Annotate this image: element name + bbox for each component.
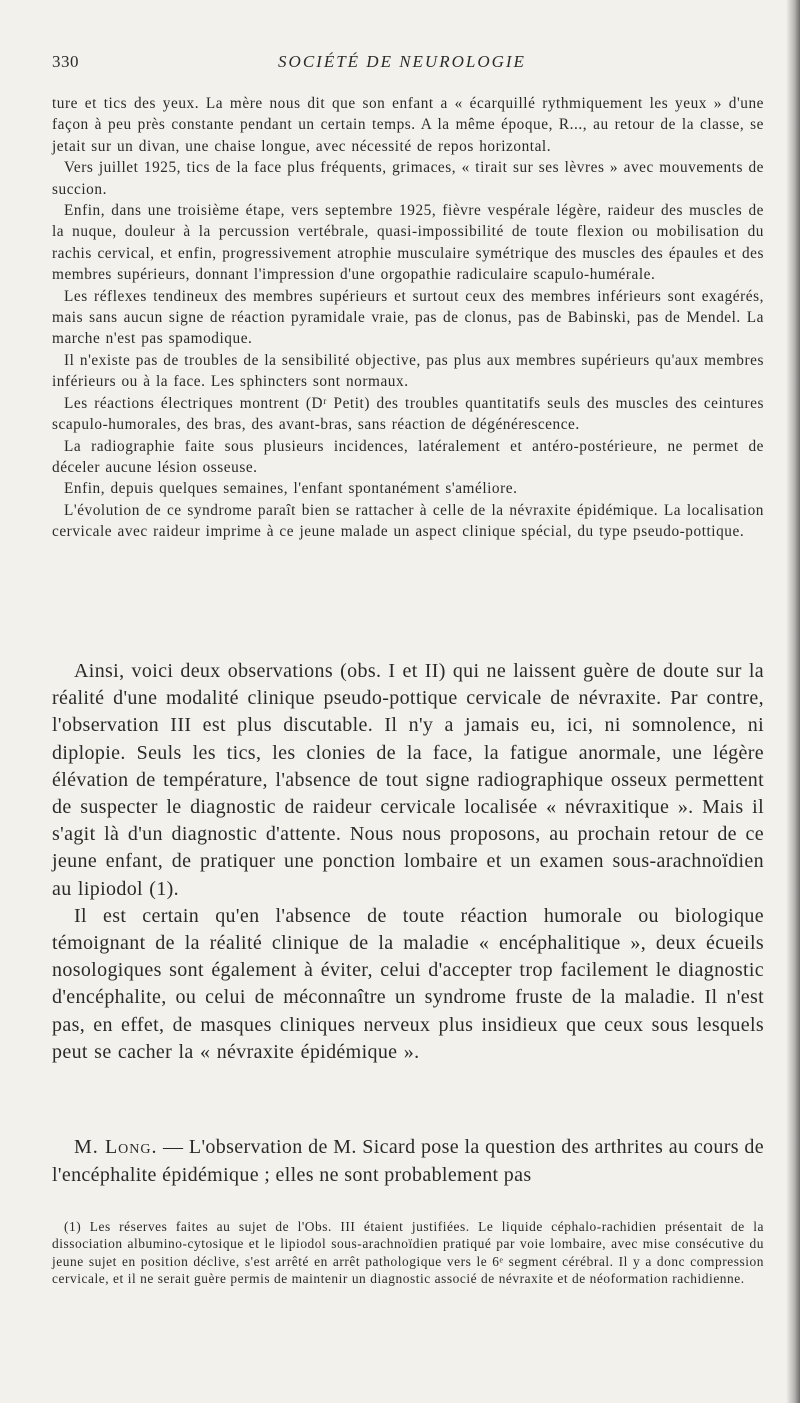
commentary-text [52, 658, 764, 1066]
running-head: SOCIÉTÉ DE NEUROLOGIE [278, 52, 526, 71]
discussion-text: — L'observation de M. Sicard pose la question des arthrites au cours de l'encéphalite épidémique ; elles ne sont probablement pas [52, 1136, 764, 1186]
paragraph: Enfin, depuis quelques semaines, l'enfant spontanément s'améliore. [64, 480, 518, 498]
paragraph: ture et tics des yeux. La mère nous dit que son enfant a « écarquillé rythmiquement les yeux » d'une façon à peu près constante pendant un certain temps. A la même époque, R..., au retour de la classe, se jetait sur un divan, une chaise longue, avec nécessité de repos horizontal. [52, 95, 764, 155]
speaker-name: M. Long. [74, 1136, 158, 1158]
page-header [52, 52, 752, 76]
discussion [52, 1133, 764, 1189]
discussion-paragraph [52, 1133, 764, 1189]
footnote [52, 1218, 764, 1288]
paragraph: Les réactions électriques montrent (Dʳ Petit) des troubles quantitatifs seuls des muscles des ceintures scapulo-humorales, des bras, des avant-bras, sans réaction de dégénérescence. [52, 394, 764, 434]
paragraph: La radiographie faite sous plusieurs incidences, latéralement et antéro-postérieure, ne permet de déceler aucune lésion osseuse. [52, 437, 764, 476]
page-number: 330 [52, 52, 79, 71]
paragraph: Enfin, dans une troisième étape, vers septembre 1925, fièvre vespérale légère, raideur des muscles de la nuque, douleur à la percussion vertébrale, quasi-impossibilité de toute flexion ou mobilisation du rachis cervical, et enfin, progressivement atrophie musculaire symétrique des muscles des épaules et des membres supérieurs, donnant l'impression d'une orgopathie radiculaire scapulo-humérale. [52, 202, 764, 284]
footnote-text: (1) Les réserves faites au sujet de l'Obs. III étaient justifiées. Le liquide céphalo-rachidien présentait de la dissociation albumino-cytosique et le lipiodol sous-arachnoïdien pratiqué par voie lombaire, avec mise consécutive du jeune sujet en position déclive, s'est arrêté en arrêt pathologique vers le 6ᵉ segment cérébral. Il y a donc compression cervicale, et il ne serait guère permis de maintenir un diagnostic associé de névraxite et de néoformation rachidienne. [52, 1219, 764, 1287]
page-edge-shadow [786, 0, 800, 1403]
paragraph: Ainsi, voici deux observations (obs. I et II) qui ne laissent guère de doute sur la réalité d'une modalité clinique pseudo-pottique cervicale de névraxite. Par contre, l'observation III est plus discutable. Il n'y a jamais eu, ici, ni somnolence, ni diplopie. Seuls les tics, les clonies de la face, la fatigue anormale, une légère élévation de température, l'absence de tout signe radiographique osseux permettent de suspecter le diagnostic de raideur cervicale localisée « névraxitique ». Mais il s'agit là d'un diagnostic d'attente. Nous nous proposons, au prochain retour de ce jeune enfant, de pratiquer une ponction lombaire et un examen sous-arachnoïdien au lipiodol (1). [52, 660, 764, 900]
case-report-text [52, 93, 764, 543]
paragraph: Il n'existe pas de troubles de la sensibilité objective, pas plus aux membres supérieurs qu'aux membres inférieurs ou à la face. Les sphincters sont normaux. [52, 351, 764, 391]
paragraph: Il est certain qu'en l'absence de toute réaction humorale ou biologique témoignant de la réalité clinique de la maladie « encéphalitique », deux écueils nosologiques sont également à éviter, celui d'accepter trop facilement le diagnostic d'encéphalite, ou celui de méconnaître un syndrome fruste de la maladie. Il n'est pas, en effet, de masques cliniques nerveux plus insidieux que ceux sous lesquels peut se cacher la « névraxite épidémique ». [52, 904, 764, 1063]
paragraph: Les réflexes tendineux des membres supérieurs et surtout ceux des membres inférieurs sont exagérés, mais sans aucun signe de réaction pyramidale vraie, pas de clonus, pas de Babinski, pas de Mendel. La marche n'est pas spamodique. [52, 287, 764, 348]
paragraph: L'évolution de ce syndrome paraît bien se rattacher à celle de la névraxite épidémique. La localisation cervicale avec raideur imprime à ce jeune malade un aspect clinique spécial, du type pseudo-pottique. [52, 501, 764, 541]
paragraph: Vers juillet 1925, tics de la face plus fréquents, grimaces, « tirait sur ses lèvres » avec mouvements de succion. [52, 159, 764, 198]
